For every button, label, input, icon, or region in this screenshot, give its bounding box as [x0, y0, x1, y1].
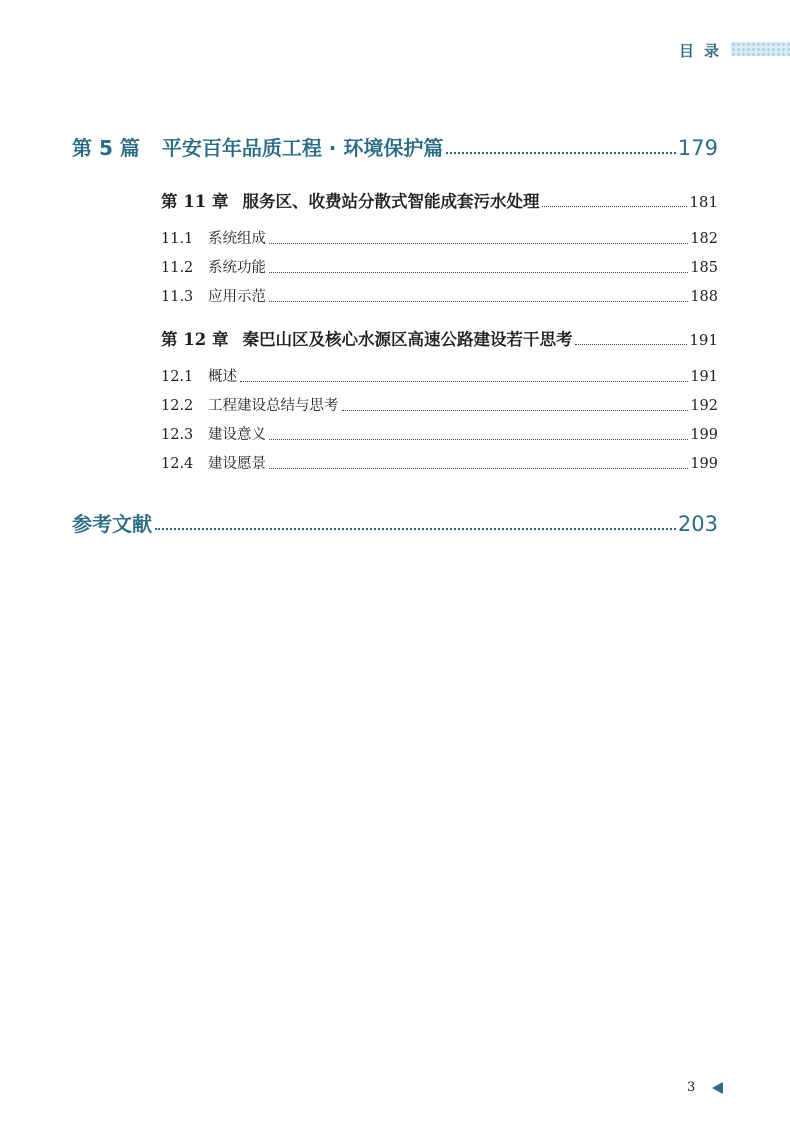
dot-leader [269, 243, 688, 244]
chapter-page-number: 181 [689, 193, 718, 211]
section-number: 11.1 [161, 231, 194, 247]
toc-section-12-2[interactable] [161, 394, 718, 415]
section-page-number: 188 [690, 289, 718, 305]
dot-leader [575, 344, 687, 345]
part-title-text: 平安百年品质工程 · 环境保护篇 [161, 136, 444, 160]
dot-leader [446, 152, 676, 154]
section-title [161, 452, 266, 473]
section-title [161, 423, 266, 444]
chapter-page-number: 191 [689, 331, 718, 349]
page-arrow-icon [712, 1082, 723, 1094]
section-title-text: 系统组成 [208, 231, 266, 247]
toc-section-12-4[interactable] [161, 452, 718, 473]
dot-leader [155, 528, 676, 530]
section-number: 12.1 [161, 369, 194, 385]
part-label: 第 5 篇 [72, 136, 140, 160]
section-title-text: 系统功能 [208, 260, 266, 276]
chapter-title-text: 服务区、收费站分散式智能成套污水处理 [242, 192, 540, 211]
section-page-number: 199 [690, 456, 718, 472]
toc-chapter-12[interactable] [161, 326, 718, 350]
section-number: 11.3 [161, 289, 194, 305]
chapter-title-text: 秦巴山区及核心水源区高速公路建设若干思考 [242, 330, 573, 349]
dot-leader [269, 272, 688, 273]
toc-section-12-3[interactable] [161, 423, 718, 444]
dot-leader [269, 439, 688, 440]
section-title-text: 建设意义 [208, 427, 266, 443]
section-title [161, 365, 237, 386]
section-page-number: 182 [690, 231, 718, 247]
section-page-number: 192 [690, 398, 718, 414]
chapter-label: 第 12 章 [161, 330, 229, 349]
section-title-text: 工程建设总结与思考 [208, 398, 339, 414]
dot-leader [342, 410, 689, 411]
section-title-text: 建设愿景 [208, 456, 266, 472]
section-number: 12.4 [161, 456, 194, 472]
section-number: 11.2 [161, 260, 194, 276]
dot-leader [240, 381, 688, 382]
chapter-label: 第 11 章 [161, 192, 229, 211]
section-title-text: 应用示范 [208, 289, 266, 305]
section-title [161, 256, 266, 277]
part-page-number: 179 [677, 136, 718, 160]
section-number: 12.2 [161, 398, 194, 414]
section-title [161, 227, 266, 248]
chapter-title [161, 188, 539, 212]
section-page-number: 191 [690, 369, 718, 385]
section-page-number: 185 [690, 260, 718, 276]
footer-page-number: 3 [687, 1080, 696, 1095]
toc-part-5[interactable] [72, 132, 718, 161]
section-page-number: 199 [690, 427, 718, 443]
references-title: 参考文献 [72, 512, 152, 536]
section-number: 12.3 [161, 427, 194, 443]
chapter-title [161, 326, 572, 350]
toc-chapter-11[interactable] [161, 188, 718, 212]
references-page-number: 203 [677, 512, 718, 536]
toc-section-12-1[interactable] [161, 365, 718, 386]
section-title [161, 285, 266, 306]
dot-leader [269, 301, 688, 302]
toc-section-11-3[interactable] [161, 285, 718, 306]
running-header-title: 目录 [679, 42, 730, 60]
section-title [161, 394, 339, 415]
section-title-text: 概述 [208, 369, 237, 385]
dot-leader [542, 206, 687, 207]
toc-section-11-1[interactable] [161, 227, 718, 248]
header-dot-pattern [731, 42, 790, 56]
dot-leader [269, 468, 688, 469]
toc-references[interactable] [72, 508, 718, 537]
toc-section-11-2[interactable] [161, 256, 718, 277]
part-title [72, 132, 443, 161]
